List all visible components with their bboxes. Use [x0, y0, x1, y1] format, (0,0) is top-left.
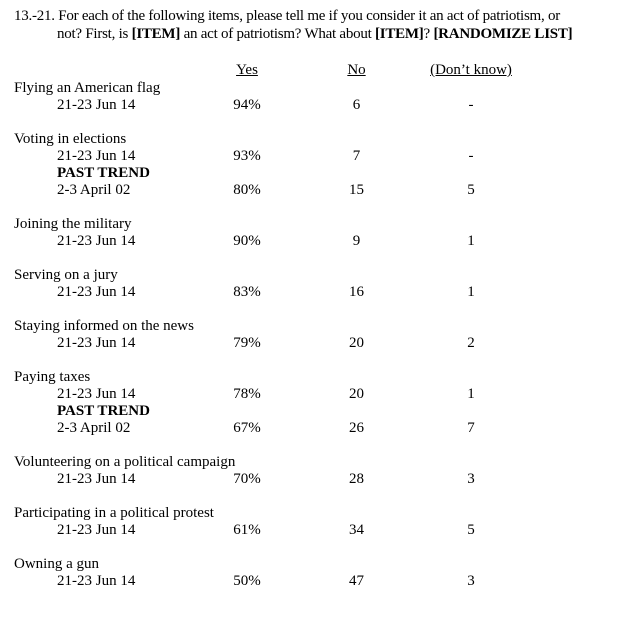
- cell-empty: [531, 420, 628, 437]
- cell-empty: [531, 573, 628, 590]
- result-data-row: [0, 420, 628, 437]
- item-label-row: [0, 318, 628, 335]
- cell-dk: 7: [467, 420, 475, 436]
- item-label: Owning a gun: [14, 556, 99, 572]
- cell-yes: 70%: [233, 471, 261, 487]
- spacer-row: [0, 437, 628, 454]
- cell-dk: 5: [467, 522, 475, 538]
- cell-no: 26: [349, 420, 364, 436]
- item-label-row: [0, 556, 628, 573]
- spacer-cell: [0, 352, 628, 369]
- question-line-1: [0, 7, 628, 25]
- item-label-row: [0, 80, 628, 97]
- cell-dk: -: [468, 97, 474, 113]
- cell-empty: [531, 386, 628, 403]
- spacer-row: [0, 488, 628, 505]
- question-text: [0, 7, 628, 43]
- cell-date: 21-23 Jun 14: [57, 522, 136, 538]
- cell-date: 21-23 Jun 14: [57, 97, 136, 113]
- past-trend-row: [0, 165, 628, 182]
- item-label: Participating in a political protest: [14, 505, 214, 521]
- cell-no: 20: [349, 335, 364, 351]
- question-line2-text-2: an act of patriotism? What about: [180, 26, 376, 42]
- item-label: Volunteering on a political campaign: [14, 454, 236, 470]
- question-line2-text-3: ?: [423, 26, 434, 42]
- cell-dk: 1: [467, 284, 475, 300]
- item-label: Paying taxes: [14, 369, 91, 385]
- cell-dk: 1: [467, 386, 475, 402]
- cell-empty: [531, 522, 628, 539]
- results-table-body: [0, 80, 628, 590]
- cell-yes: 78%: [233, 386, 261, 402]
- item-label-row: [0, 454, 628, 471]
- cell-no: 16: [349, 284, 364, 300]
- spacer-row: [0, 250, 628, 267]
- past-trend-row: [0, 403, 628, 420]
- cell-yes: 94%: [233, 97, 261, 113]
- item-label: Serving on a jury: [14, 267, 118, 283]
- column-header-no: No: [347, 62, 366, 78]
- cell-empty: [531, 233, 628, 250]
- result-data-row: [0, 97, 628, 114]
- spacer-row: [0, 539, 628, 556]
- item-label-row: [0, 505, 628, 522]
- item-label: Voting in elections: [14, 131, 127, 147]
- cell-empty: [531, 97, 628, 114]
- cell-no: 47: [349, 573, 364, 589]
- spacer-row: [0, 199, 628, 216]
- question-number: 13.-21.: [14, 8, 55, 24]
- cell-dk: -: [468, 148, 474, 164]
- cell-empty: [531, 284, 628, 301]
- cell-date: 21-23 Jun 14: [57, 284, 136, 300]
- cell-no: 7: [352, 148, 361, 164]
- cell-empty: [531, 471, 628, 488]
- cell-date: 21-23 Jun 14: [57, 471, 136, 487]
- spacer-cell: [0, 539, 628, 556]
- cell-dk: 5: [467, 182, 475, 198]
- cell-date: 21-23 Jun 14: [57, 386, 136, 402]
- cell-date: 21-23 Jun 14: [57, 335, 136, 351]
- results-table-header: [0, 62, 628, 80]
- cell-yes: 90%: [233, 233, 261, 249]
- cell-date: 21-23 Jun 14: [57, 148, 136, 164]
- randomize-list-note: [RANDOMIZE LIST]: [433, 26, 573, 42]
- cell-no: 20: [349, 386, 364, 402]
- spacer-cell: [0, 437, 628, 454]
- header-spacer-right: [531, 62, 628, 80]
- spacer-row: [0, 114, 628, 131]
- question-line1-text: For each of the following items, please tell me if you consider it an act of patriotism, or: [58, 8, 560, 24]
- result-data-row: [0, 148, 628, 165]
- item-label-row: [0, 216, 628, 233]
- cell-no: 34: [349, 522, 364, 538]
- cell-yes: 79%: [233, 335, 261, 351]
- item-label: Joining the military: [14, 216, 132, 232]
- result-data-row: [0, 182, 628, 199]
- item-label-row: [0, 369, 628, 386]
- cell-yes: 80%: [233, 182, 261, 198]
- spacer-cell: [0, 199, 628, 216]
- spacer-cell: [0, 488, 628, 505]
- result-data-row: [0, 386, 628, 403]
- question-line-2: [0, 25, 628, 43]
- spacer-cell: [0, 250, 628, 267]
- cell-date: 21-23 Jun 14: [57, 573, 136, 589]
- cell-date: 21-23 Jun 14: [57, 233, 136, 249]
- cell-dk: 3: [467, 471, 475, 487]
- poll-results-table: [0, 62, 628, 590]
- cell-dk: 1: [467, 233, 475, 249]
- cell-no: 9: [352, 233, 361, 249]
- question-line2-text-1: not? First, is: [57, 26, 132, 42]
- spacer-cell: [0, 114, 628, 131]
- spacer-row: [0, 301, 628, 318]
- header-row: [0, 62, 628, 80]
- cell-yes: 61%: [233, 522, 261, 538]
- cell-yes: 67%: [233, 420, 261, 436]
- cell-dk: 3: [467, 573, 475, 589]
- cell-yes: 50%: [233, 573, 261, 589]
- cell-empty: [531, 182, 628, 199]
- cell-yes: 83%: [233, 284, 261, 300]
- result-data-row: [0, 284, 628, 301]
- header-spacer: [0, 62, 192, 80]
- result-data-row: [0, 573, 628, 590]
- cell-date: 2-3 April 02: [57, 182, 131, 198]
- item-label: Flying an American flag: [14, 80, 161, 96]
- result-data-row: [0, 522, 628, 539]
- item-placeholder-1: [ITEM]: [131, 26, 181, 42]
- item-placeholder-2: [ITEM]: [375, 26, 424, 42]
- spacer-cell: [0, 301, 628, 318]
- cell-date: 2-3 April 02: [57, 420, 131, 436]
- cell-dk: 2: [467, 335, 475, 351]
- result-data-row: [0, 471, 628, 488]
- result-data-row: [0, 233, 628, 250]
- cell-empty: [531, 148, 628, 165]
- cell-yes: 93%: [233, 148, 261, 164]
- spacer-row: [0, 352, 628, 369]
- item-label-row: [0, 267, 628, 284]
- item-label-row: [0, 131, 628, 148]
- cell-no: 28: [349, 471, 364, 487]
- past-trend-label: PAST TREND: [57, 165, 150, 181]
- result-data-row: [0, 335, 628, 352]
- item-label: Staying informed on the news: [14, 318, 194, 334]
- past-trend-label: PAST TREND: [57, 403, 150, 419]
- column-header-yes: Yes: [236, 62, 258, 78]
- cell-empty: [531, 335, 628, 352]
- cell-no: 6: [352, 97, 361, 113]
- cell-no: 15: [349, 182, 364, 198]
- column-header-dont-know: (Don’t know): [430, 62, 512, 78]
